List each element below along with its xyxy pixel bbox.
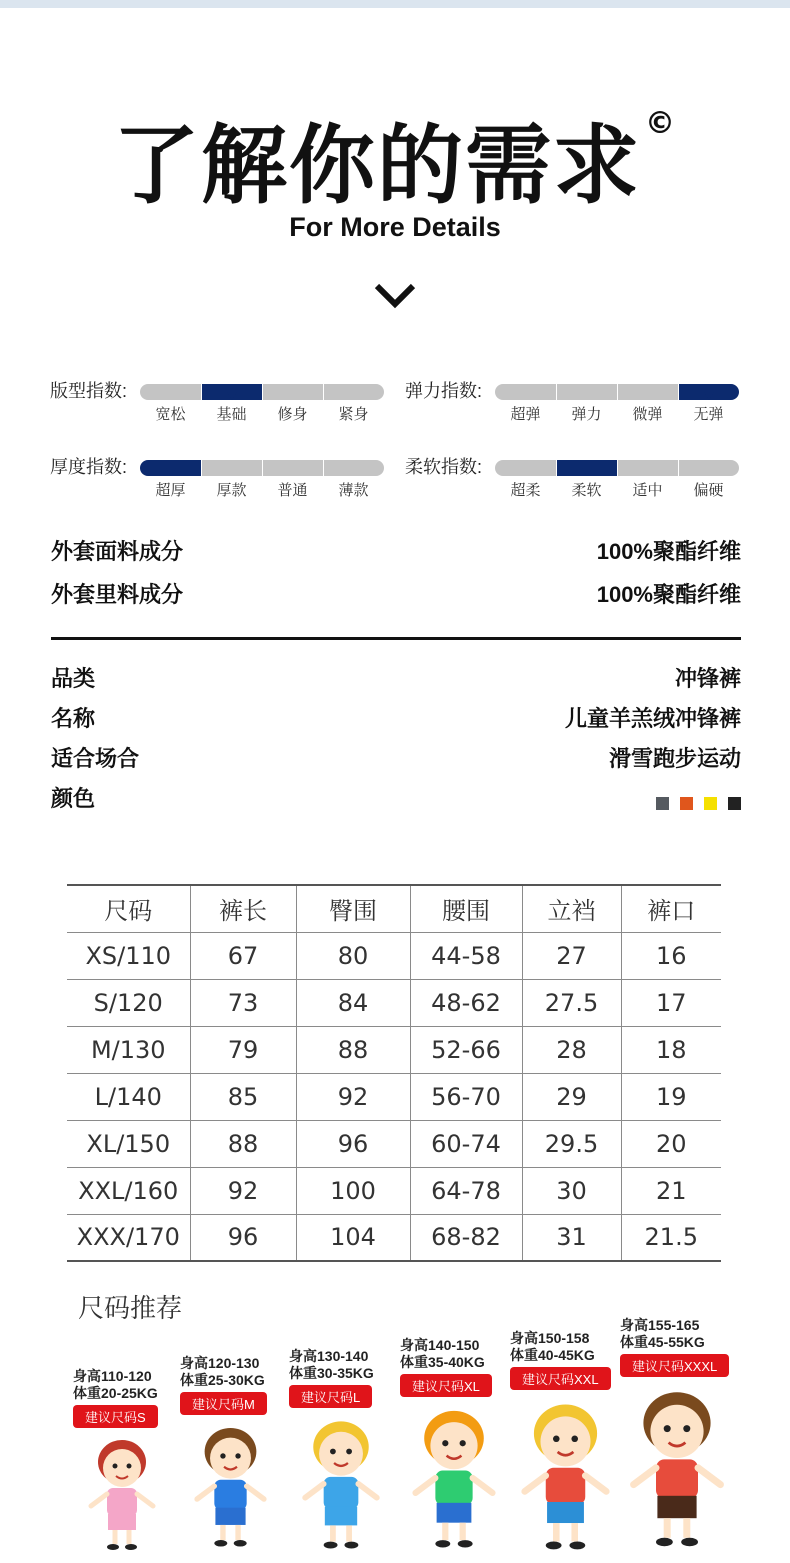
table-cell: 27: [522, 932, 621, 979]
table-header-cell: 裤口: [621, 885, 721, 932]
size-badge: 建议尺码S: [73, 1405, 158, 1428]
size-badge: 建议尺码M: [180, 1392, 267, 1415]
table-cell: 85: [190, 1073, 296, 1120]
height-range: 身高110-120: [73, 1368, 152, 1384]
table-header-cell: 尺码: [67, 885, 190, 932]
table-cell: 96: [190, 1214, 296, 1261]
table-cell: 64-78: [410, 1167, 522, 1214]
table-row: [67, 1026, 721, 1073]
index-thickness: 厚度指数: 超厚 厚款 普通 薄款: [50, 453, 385, 513]
index-fit: 版型指数: 宽松 基础 修身 紧身: [50, 377, 385, 437]
size-recommend-item: [73, 1368, 193, 1428]
fabric-row: 外套里料成分 100%聚酯纤维: [51, 582, 741, 607]
index-segment: [557, 384, 617, 400]
index-bar: [495, 384, 739, 400]
table-cell: 30: [522, 1167, 621, 1214]
size-badge: 建议尺码L: [289, 1385, 372, 1408]
table-row: [67, 1073, 721, 1120]
table-cell: 29: [522, 1073, 621, 1120]
index-segment: [202, 460, 262, 476]
info-row-color: 颜色: [51, 782, 741, 814]
table-cell: XS/110: [67, 932, 190, 979]
index-segment: [324, 384, 384, 400]
index-option-label: 无弹: [693, 406, 724, 423]
size-recommend-item: [289, 1348, 409, 1408]
size-badge: 建议尺码XL: [400, 1374, 492, 1397]
index-bar: [140, 384, 384, 400]
table-cell: XL/150: [67, 1120, 190, 1167]
top-strip: [0, 0, 790, 8]
table-row: [67, 932, 721, 979]
child-illustration: [182, 1419, 279, 1549]
table-cell: 88: [296, 1026, 410, 1073]
index-bar: [495, 460, 739, 476]
index-option-label: 厚款: [216, 482, 247, 499]
index-option-label: 弹力: [571, 406, 602, 423]
table-cell: 48-62: [410, 979, 522, 1026]
index-elasticity: 弹力指数: 超弹 弹力 微弹 无弹: [405, 377, 740, 437]
height-range: 身高150-158: [510, 1330, 590, 1346]
index-option-label: 宽松: [155, 406, 186, 423]
table-cell: 17: [621, 979, 721, 1026]
index-pointer: [704, 392, 714, 400]
table-cell: 68-82: [410, 1214, 522, 1261]
table-header-cell: 立裆: [522, 885, 621, 932]
table-cell: 92: [296, 1073, 410, 1120]
table-cell: M/130: [67, 1026, 190, 1073]
fabric-row: 外套面料成分 100%聚酯纤维: [51, 539, 741, 564]
page-subtitle: For More Details: [289, 212, 501, 242]
color-swatch: [704, 797, 717, 810]
size-badge: 建议尺码XXXL: [620, 1354, 729, 1377]
table-cell: 100: [296, 1167, 410, 1214]
info-row-category: 品类 冲锋裤: [51, 666, 741, 691]
info-row-name: 名称 儿童羊羔绒冲锋裤: [51, 706, 741, 731]
index-segment: [679, 460, 739, 476]
table-row: [67, 1214, 721, 1261]
size-table: [67, 884, 721, 1262]
size-recommend-item: [180, 1355, 300, 1415]
table-cell: 29.5: [522, 1120, 621, 1167]
table-cell: L/140: [67, 1073, 190, 1120]
size-recommend-item: [620, 1317, 740, 1377]
index-pointer: [166, 468, 176, 476]
weight-range: 体重30-35KG: [289, 1365, 374, 1381]
child-illustration: [77, 1432, 167, 1552]
table-row: [67, 1120, 721, 1167]
index-segment: [263, 460, 323, 476]
child-illustration: [289, 1412, 393, 1551]
table-cell: 19: [621, 1073, 721, 1120]
chevron-down-icon: [373, 280, 417, 312]
table-cell: 27.5: [522, 979, 621, 1026]
child-illustration: [398, 1401, 510, 1550]
weight-range: 体重45-55KG: [620, 1334, 705, 1350]
table-cell: 44-58: [410, 932, 522, 979]
table-cell: XXX/170: [67, 1214, 190, 1261]
color-swatch: [656, 797, 669, 810]
table-cell: 84: [296, 979, 410, 1026]
weight-range: 体重25-30KG: [180, 1372, 265, 1388]
size-recommend-title: 尺码推荐: [78, 1294, 183, 1324]
table-cell: 67: [190, 932, 296, 979]
table-cell: 21: [621, 1167, 721, 1214]
height-range: 身高140-150: [400, 1337, 480, 1353]
table-cell: S/120: [67, 979, 190, 1026]
table-header-row: [67, 885, 721, 932]
color-swatch: [728, 797, 741, 810]
index-option-label: 柔软: [571, 482, 602, 499]
size-recommend-item: [510, 1330, 630, 1390]
table-row: [67, 1167, 721, 1214]
index-option-label: 超弹: [510, 406, 541, 423]
index-option-label: 基础: [216, 406, 247, 423]
divider: [51, 637, 741, 640]
table-header-cell: 腰围: [410, 885, 522, 932]
child-illustration: [614, 1381, 740, 1549]
table-cell: 96: [296, 1120, 410, 1167]
index-softness: 柔软指数: 超柔 柔软 适中 偏硬: [405, 453, 740, 513]
index-option-label: 薄款: [338, 482, 369, 499]
table-row: [67, 979, 721, 1026]
table-cell: 52-66: [410, 1026, 522, 1073]
page-title: 了解你的需求 ©: [113, 106, 677, 216]
table-header-cell: 裤长: [190, 885, 296, 932]
color-swatch: [680, 797, 693, 810]
table-cell: 60-74: [410, 1120, 522, 1167]
height-range: 身高155-165: [620, 1317, 700, 1333]
index-option-label: 微弹: [632, 406, 663, 423]
index-segment: [324, 460, 384, 476]
table-cell: 31: [522, 1214, 621, 1261]
index-option-label: 偏硬: [693, 482, 724, 499]
weight-range: 体重35-40KG: [400, 1354, 485, 1370]
table-cell: 88: [190, 1120, 296, 1167]
index-segment: [140, 384, 201, 400]
color-swatches: [645, 790, 741, 804]
info-row-occasion: 适合场合 滑雪跑步运动: [51, 746, 741, 771]
index-option-label: 普通: [277, 482, 308, 499]
index-pointer: [582, 468, 592, 476]
size-recommend-item: [400, 1337, 520, 1397]
child-illustration: [506, 1394, 625, 1552]
height-range: 身高130-140: [289, 1348, 369, 1364]
table-cell: 56-70: [410, 1073, 522, 1120]
index-option-label: 修身: [277, 406, 308, 423]
weight-range: 体重40-45KG: [510, 1347, 595, 1363]
index-pointer: [227, 392, 237, 400]
index-bar: [140, 460, 384, 476]
index-option-label: 紧身: [338, 406, 369, 423]
index-segment: [495, 460, 556, 476]
table-cell: 18: [621, 1026, 721, 1073]
index-segment: [618, 460, 678, 476]
weight-range: 体重20-25KG: [73, 1385, 158, 1401]
table-cell: 21.5: [621, 1214, 721, 1261]
index-option-label: 适中: [632, 482, 663, 499]
table-cell: 20: [621, 1120, 721, 1167]
index-segment: [495, 384, 556, 400]
size-badge: 建议尺码XXL: [510, 1367, 611, 1390]
index-segment: [263, 384, 323, 400]
table-cell: 79: [190, 1026, 296, 1073]
index-segment: [618, 384, 678, 400]
copyright-mark: ©: [645, 106, 677, 141]
table-cell: 80: [296, 932, 410, 979]
table-cell: 73: [190, 979, 296, 1026]
table-header-cell: 臀围: [296, 885, 410, 932]
table-cell: XXL/160: [67, 1167, 190, 1214]
height-range: 身高120-130: [180, 1355, 260, 1371]
table-cell: 16: [621, 932, 721, 979]
index-option-label: 超柔: [510, 482, 541, 499]
index-option-label: 超厚: [155, 482, 186, 499]
table-cell: 104: [296, 1214, 410, 1261]
table-cell: 92: [190, 1167, 296, 1214]
table-cell: 28: [522, 1026, 621, 1073]
